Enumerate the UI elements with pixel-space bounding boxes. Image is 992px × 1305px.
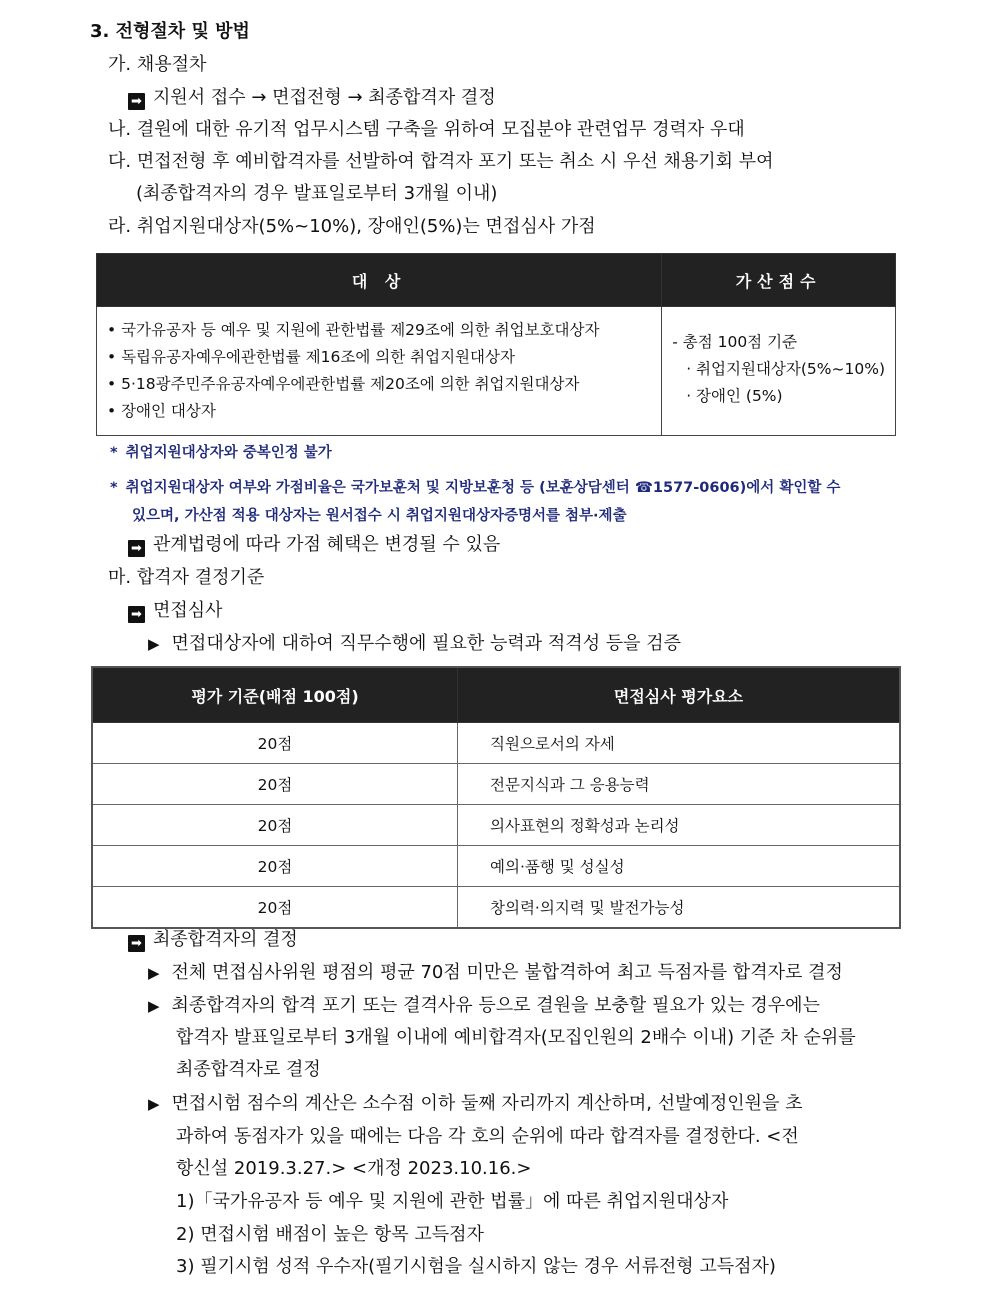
final-b3c: 항신설 2019.3.27.> <개정 2023.10.16.> [176,1158,532,1179]
eval-header-item: 면접심사 평가요소 [458,667,901,723]
points-line: · 취업지원대상자(5%~10%) [686,360,885,378]
arrow-box-icon: ➡ [128,540,145,557]
target-item: • 국가유공자 등 예우 및 지원에 관한법률 제29조에 의한 취업보호대상자 [107,317,651,344]
note-2 [110,477,840,499]
note-1-text: 취업지원대상자와 중복인정 불가 [125,445,332,461]
eval-score: 20점 [92,723,458,764]
triangle-bullet-icon: ▶ [148,635,160,653]
target-item: • 장애인 대상자 [107,398,651,425]
interview-line [128,599,223,623]
item-ra: 라. 취업지원대상자(5%~10%), 장애인(5%)는 면접심사 가점 [108,216,596,237]
eval-item: 직원으로서의 자세 [458,723,901,764]
table-row [92,805,900,846]
final-b2b: 합격자 발표일로부터 3개월 이내에 예비합격자(모집인원의 2배수 이내) 기준 차 순위를 [176,1027,856,1048]
rank-2: 2) 면접시험 배점이 높은 항목 고득점자 [176,1224,484,1245]
eval-table [91,666,901,929]
points-line: · 장애인 (5%) [686,387,783,405]
asterisk-icon: * [110,445,118,461]
table-row [92,764,900,805]
arrow-box-icon: ➡ [128,935,145,952]
eval-item: 창의력·의지력 및 발전가능성 [458,887,901,929]
process-text: 지원서 접수 → 면접전형 → 최종합격자 결정 [153,87,496,108]
final-title: 최종합격자의 결정 [153,929,298,950]
rank-1: 1)「국가유공자 등 예우 및 지원에 관한 법률」에 따른 취업지원대상자 [176,1191,729,1212]
final-bullet-1 [148,961,843,985]
eval-item: 예의·품행 및 성실성 [458,846,901,887]
item-na: 나. 결원에 대한 유기적 업무시스템 구축을 위하여 모집분야 관련업무 경력자 우대 [108,119,745,140]
process-line [128,86,496,110]
eval-item: 의사표현의 정확성과 논리성 [458,805,901,846]
final-b1: 전체 면접심사위원 평점의 평균 70점 미만은 불합격하여 최고 득점자를 합격자로 결정 [171,962,843,983]
table-row [92,846,900,887]
item-ga: 가. 채용절차 [108,54,207,75]
interview-desc: 면접대상자에 대하여 직무수행에 필요한 능력과 적격성 등을 검증 [171,633,682,654]
item-da-sub: (최종합격자의 경우 발표일로부터 3개월 이내) [136,183,498,204]
eval-score: 20점 [92,805,458,846]
final-b2a: 최종합격자의 합격 포기 또는 결격사유 등으로 결원을 보충할 필요가 있는 경우에는 [171,995,820,1016]
bonus-targets-cell [97,307,662,436]
eval-score: 20점 [92,887,458,929]
section-title: 3. 전형절차 및 방법 [90,21,250,42]
rank-3: 3) 필기시험 성적 우수자(필기시험을 실시하지 않는 경우 서류전형 고득점자) [176,1256,776,1277]
arrow-box-icon: ➡ [128,93,145,110]
interview-desc-line [148,632,681,656]
eval-header-score: 평가 기준(배점 100점) [92,667,458,723]
target-item: • 5·18광주민주유공자예우에관한법률 제20조에 의한 취업지원대상자 [107,371,651,398]
target-item: • 독립유공자예우에관한법률 제16조에 의한 취업지원대상자 [107,344,651,371]
eval-score: 20점 [92,764,458,805]
table-row [92,887,900,929]
asterisk-icon: * [110,480,118,496]
arrow-box-icon: ➡ [128,606,145,623]
triangle-bullet-icon: ▶ [148,1095,160,1113]
final-title-line [128,928,298,952]
eval-item: 전문지식과 그 응용능력 [458,764,901,805]
note-1 [110,442,332,464]
final-b3a: 면접시험 점수의 계산은 소수점 이하 둘째 자리까지 계산하며, 선발예정인원을 초 [171,1093,803,1114]
law-text: 관계법령에 따라 가점 혜택은 변경될 수 있음 [153,534,501,555]
interview-text: 면접심사 [153,600,223,621]
triangle-bullet-icon: ▶ [148,997,160,1015]
bonus-header-target: 대 상 [97,254,662,307]
bonus-header-points: 가산점수 [662,254,896,307]
item-ma: 마. 합격자 결정기준 [108,567,265,588]
note-2-text-b: 있으며, 가산점 적용 대상자는 원서접수 시 취업지원대상자증명서를 첨부·제출 [132,508,627,524]
bonus-table [96,253,896,436]
item-da: 다. 면접전형 후 예비합격자를 선발하여 합격자 포기 또는 취소 시 우선 채용기회 부여 [108,151,774,172]
triangle-bullet-icon: ▶ [148,964,160,982]
points-line: - 총점 100점 기준 [672,333,798,351]
table-row [92,723,900,764]
bonus-points-cell [662,307,896,436]
final-bullet-2 [148,994,820,1018]
law-line [128,533,500,557]
final-b2c: 최종합격자로 결정 [176,1059,321,1080]
final-b3b: 과하여 동점자가 있을 때에는 다음 각 호의 순위에 따라 합격자를 결정한다. <전 [176,1126,799,1147]
final-bullet-3 [148,1092,803,1116]
eval-score: 20점 [92,846,458,887]
note-2-text-a: 취업지원대상자 여부와 가점비율은 국가보훈처 및 지방보훈청 등 (보훈상담센터 ☎1577-0606)에서 확인할 수 [125,480,841,496]
